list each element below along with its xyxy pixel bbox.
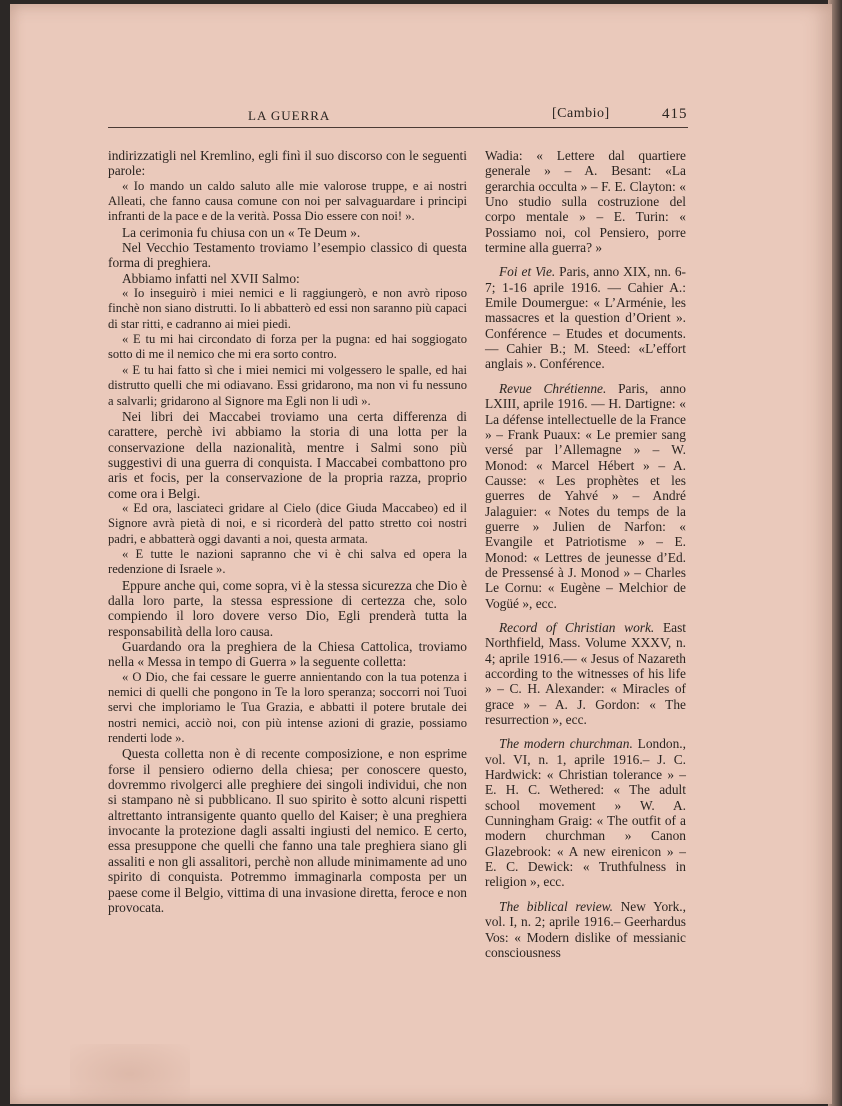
paragraph: « Io mando un caldo saluto alle mie valorose truppe, e ai nostri Alleati, che fanno causa comune con noi per salvaguardare i principi infranti de la pace e de la verità. Possa Dio essere con noi! ». bbox=[108, 178, 467, 224]
entry-body bbox=[485, 899, 686, 960]
paragraph: « E tutte le nazioni sapranno che vi è chi salva ed opera la redenzione di Israele ». bbox=[108, 546, 467, 577]
running-title: LA GUERRA bbox=[248, 108, 331, 123]
entry-text: Paris, anno XIX, nn. 6-7; 1-16 aprile 1916. — Cahier A.: Emile Doumergue: « L’Arménie, les massacres et la question d’Orient ». Conférence – Etudes et documents. — Cahier B.; M. Steed: «L’effort anglais ». Conférence. bbox=[485, 264, 687, 372]
header-rule bbox=[108, 127, 688, 128]
entry-body bbox=[485, 148, 686, 255]
paragraph: Questa colletta non è di recente composizione, e non esprime forse il pensiero odierno della chiesa; per conoscere questo, dovremmo rivolgerci alle preghiere dei singoli individui, che non si stampano nè si pubblicano. Il suo spirito è sotto alcuni rispetti altrettanto intransigente quanto quello del Kaiser; è una preghiera invocante la protezione dagli assalti ingiusti del nemico. E certo, essa presuppone che quelli che fanno una tale preghiera siano gli assaliti e non gli assalitori, perchè non allude minimamente ad uno spirito di conquista. Potremmo immaginarla composta per un paese come il Belgio, vittima di una invasione diretta, feroce e non provocata. bbox=[108, 746, 467, 915]
paragraph: Abbiamo infatti nel XVII Salmo: bbox=[122, 270, 300, 286]
entry-text: East Northfield, Mass. Volume XXXV, n. 4; aprile 1916.— « Jesus of Nazareth according to the witnesses of his life » – C. H. Alexander: « Miracles of grace » – A. J. Gordon: « The resurrection », ecc. bbox=[485, 619, 687, 728]
paragraph: « O Dio, che fai cessare le guerre annientando con la tua potenza i nemici di quelli che pongono in Te la loro speranza; soccorri noi Tuoi servi che imploriamo le Tua Grazia, e abbatti il potere brutale dei nostri nemici, acciò noi, con più intense azioni di grazie, possiamo renderti lode ». bbox=[108, 669, 467, 746]
periodical-entry bbox=[485, 381, 686, 611]
periodical-entry bbox=[485, 264, 686, 371]
entry-body bbox=[485, 620, 686, 727]
entry-text: London., vol. VI, n. 1, aprile 1916.– J. C. Hardwick: « Christian tolerance » – E. H. C. Wethered: « The adult school movement » W. A. Cunningham Graig: « The outfit of a modern churchman » Canon Glazebrook: « A new eirenicon » – E. C. Dewick: « Truthfulness in religion », ecc. bbox=[485, 736, 686, 890]
periodical-entry bbox=[485, 620, 686, 727]
periodical-entry bbox=[485, 736, 686, 889]
paragraph: « E tu mi hai circondato di forza per la pugna: ed hai soggiogato sotto di me il nemico che mi era sorto contro. bbox=[108, 332, 467, 362]
running-header bbox=[248, 106, 688, 126]
left-column-body bbox=[108, 148, 467, 915]
entry-text: New York., vol. I, n. 2; aprile 1916.– Geerhardus Vos: « Modern dislike of messianic consciousness bbox=[485, 898, 686, 960]
page-number: 415 bbox=[662, 106, 688, 122]
entry-text: Paris, anno LXIII, aprile 1916. — H. Dartigne: « La défense intellectuelle de la France » – Frank Puaux: « Le premier sang versé par l’Allemagne » – W. Monod: « Marcel Hébert » – A. Causse: « Les prophètes et les guerres de Yahvé » – André Jalaguier: « Notes du temps de la guerre » Julien de Narfon: « Evangile et Patriotisme » – E. Monod: « Lettres de jeunesse d’Ed. de Pressensé à J. Monod » – Charles Le Cornu: « Eugène – Melchior de Vogüé », ecc. bbox=[485, 380, 686, 611]
paragraph: Guardando ora la preghiera de la Chiesa Cattolica, troviamo nella « Messa in tempo di Guerra » la seguente colletta: bbox=[108, 639, 467, 670]
paper-stain bbox=[70, 1044, 190, 1104]
periodical-title: The biblical review. bbox=[499, 898, 613, 914]
paragraph: « E tu hai fatto sì che i miei nemici mi volgessero le spalle, ed hai distrutto quelli che mi odiavano. Essi gridarono, ma non vi fu nessuno a salvarli; gridarono al Signore ma Egli non li udì ». bbox=[108, 362, 467, 408]
periodical-title: The modern churchman. bbox=[499, 736, 633, 752]
periodical-title: Foi et Vie. bbox=[499, 264, 556, 280]
paragraph: Nei libri dei Maccabei troviamo una certa differenza di carattere, perchè ivi abbiamo la storia di una lotta per la conservazione della nazionalità, mentre i Salmi sono più suggestivi di una guerra di conquista. I Maccabei combattono pro aris et focis, per la conservazione de la propria razza, proprio come ora i Belgi. bbox=[108, 408, 467, 501]
periodical-entry bbox=[485, 899, 686, 960]
entry-text: Wadia: « Lettere dal quartiere generale » – A. Besant: «La gerarchia occulta » – F. E. Clayton: « Uno studio sulla costruzione del corpo mentale » – E. Turin: « Possiamo noi, col Pensiero, porre termine alla guerra? » bbox=[485, 148, 686, 256]
section-tag: [Cambio] bbox=[552, 106, 610, 121]
entry-body bbox=[485, 264, 686, 371]
entry-body bbox=[485, 736, 686, 889]
paragraph: Eppure anche qui, come sopra, vi è la stessa sicurezza che Dio è dalla loro parte, la stessa espressione di certezza che, solo compiendo il loro dovere verso Dio, Egli prenderà tutta la responsabilità della loro causa. bbox=[108, 577, 467, 639]
periodical-entry bbox=[485, 148, 686, 255]
right-column-periodicals bbox=[485, 148, 686, 969]
paragraph: indirizzatigli nel Kremlino, egli finì il suo discorso con le seguenti parole: bbox=[108, 148, 467, 179]
periodical-title: Record of Christian work. bbox=[499, 619, 655, 635]
paragraph: La cerimonia fu chiusa con un « Te Deum ». bbox=[122, 224, 361, 240]
periodical-title: Revue Chrétienne. bbox=[499, 380, 607, 396]
paragraph: « Ed ora, lasciateci gridare al Cielo (dice Giuda Maccabeo) ed il Signore avrà pietà di noi, e si ricorderà del patto stretto coi nostri padri, e abbatterà oggi davanti a noi, questa armata. bbox=[108, 500, 467, 546]
paragraph: « Io inseguirò i miei nemici e li raggiungerò, e non avrò riposo finchè non siano distrutti. Io li abbatterò ed essi non saranno più capaci di star ritti, e cadranno ai miei piedi. bbox=[108, 286, 467, 331]
paragraph: Nel Vecchio Testamento troviamo l’esempio classico di questa forma di preghiera. bbox=[108, 240, 467, 271]
entry-body bbox=[485, 381, 686, 611]
